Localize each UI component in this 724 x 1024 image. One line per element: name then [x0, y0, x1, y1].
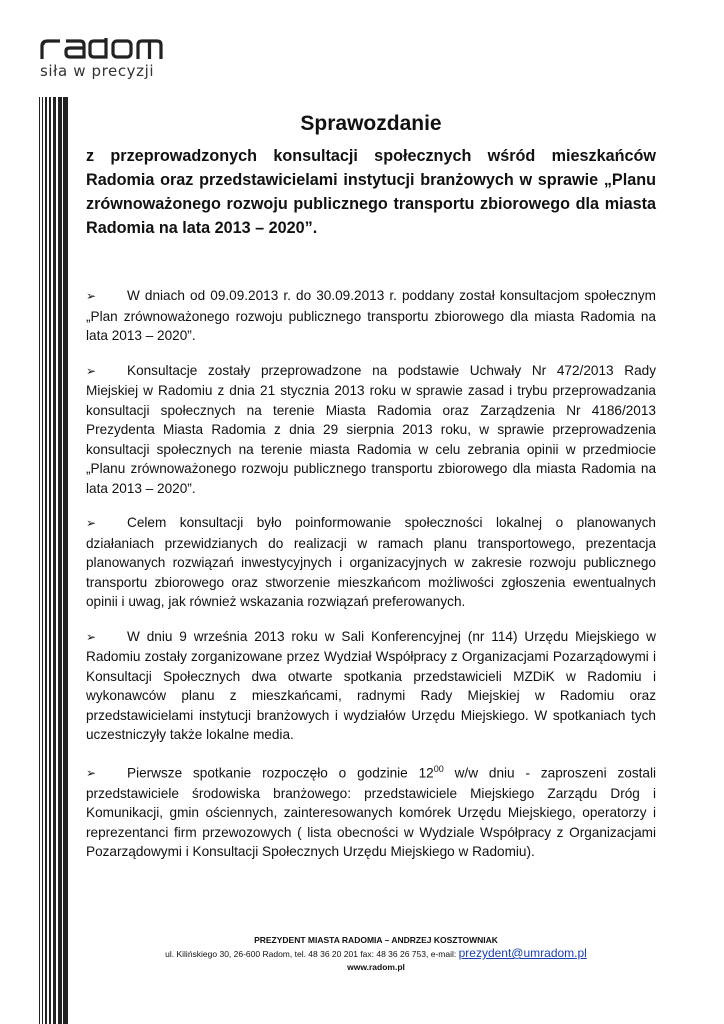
arrow-bullet-icon: ➢ — [86, 516, 97, 530]
email-link[interactable]: prezydent@umradom.pl — [458, 946, 587, 960]
arrow-bullet-icon: ➢ — [86, 289, 97, 303]
website-link[interactable]: www.radom.pl — [347, 962, 405, 972]
footer-address: ul. Kilińskiego 30, 26-600 Radom, tel. 48 36 20 201 fax: 48 36 26 753, e-mail: — [165, 949, 457, 959]
logo-tagline: siła w precyzji — [40, 62, 155, 80]
radom-wordmark-logo — [40, 38, 164, 60]
footer-address-line — [86, 947, 666, 961]
item-text-end: w/w dniu - zaproszeni zostali przedstawiciele środowiska branżowego: przedstawiciele Miejskiego Zarządu Dróg i Komunikacji, gmin ościennych, zainteresowanych komórek Urzędu Miejskiego, operatorzy i reprezentanci firm przewozowych ( lista obecności w Wydziale Współpracy z Organizacjami Pozarządowymi i Konsultacji Społecznych Urzędu Miejskiego w Radomiu). — [86, 765, 656, 860]
item-text-start: Pierwsze spotkanie rozpoczęło o godzinie 12 — [127, 765, 434, 781]
document-body — [86, 112, 656, 877]
arrow-bullet-icon: ➢ — [86, 363, 97, 378]
time-superscript: 00 — [433, 763, 444, 774]
document-subtitle: z przeprowadzonych konsultacji społecznych wśród mieszkańców Radomia oraz przedstawicielami instytucji branżowych w sprawie „Planu zrównoważonego rozwoju publicznego transportu zbiorowego dla miasta Radomia na lata 2013 – 2020”. — [86, 147, 656, 237]
item-text: Celem konsultacji było poinformowanie społeczności lokalnej o planowanych działaniach przewidzianych do realizacji w ramach planu transportowego, prezentacja planowanych rozwiązań inwestycyjnych i organizacyjnych w zakresie rozwoju publicznego transportu zbiorowego oraz stworzenie mieszkańcom możliwości zgłoszenia ewentualnych opinii i uwag, jak również wskazania rozwiązań preferowanych. — [86, 515, 656, 609]
item-text: Konsultacje zostały przeprowadzone na podstawie Uchwały Nr 472/2013 Rady Miejskiej w Radomiu z dnia 21 stycznia 2013 roku w sprawie zasad i trybu przeprowadzania konsultacji społecznych na terenie Miasta Radomia oraz Zarządzenia Nr 4186/2013 Prezydenta Miasta Radomia z dnia 29 sierpnia 2013 roku, w sprawie przeprowadzenia konsultacji społecznych na terenie miasta Radomia w celu zebrania opinii w przedmiocie „Planu zrównoważonego rozwoju publicznego transportu zbiorowego dla miasta Radomia na lata 2013 – 2020”. — [86, 362, 656, 496]
arrow-bullet-icon: ➢ — [86, 766, 97, 781]
list-item — [86, 627, 656, 745]
item-text: W dniu 9 września 2013 roku w Sali Konferencyjnej (nr 114) Urzędu Miejskiego w Radomiu zostały zorganizowane przez Wydział Współpracy z Organizacjami Pozarządowymi i Konsultacji Społecznych dwa otwarte spotkania przedstawicieli MZDiK w Radomiu i wykonawców planu z mieszkańcami, radnymi Rady Miejskiej w Radomiu oraz przedstawicielami instytucji branżowych i wydziałów Urzędu Miejskiego. W spotkaniach tych uczestniczyły także lokalne media. — [86, 628, 656, 742]
decorative-side-lines — [39, 97, 69, 1024]
radom-logo — [40, 38, 170, 82]
footer — [86, 934, 666, 974]
items-list — [86, 286, 656, 862]
footer-heading: PREZYDENT MIASTA RADOMIA – ANDRZEJ KOSZTOWNIAK — [254, 935, 498, 945]
list-item — [86, 760, 656, 862]
list-item — [86, 513, 656, 612]
list-item — [86, 286, 656, 346]
arrow-bullet-icon: ➢ — [86, 629, 97, 644]
list-item — [86, 361, 656, 499]
item-text: W dniach od 09.09.2013 r. do 30.09.2013 r. poddany został konsultacjom społecznym „Plan zrównoważonego rozwoju publicznego transportu zbiorowego dla miasta Radomia na lata 2013 – 2020”. — [86, 288, 656, 343]
page-title: Sprawozdanie — [300, 112, 442, 135]
